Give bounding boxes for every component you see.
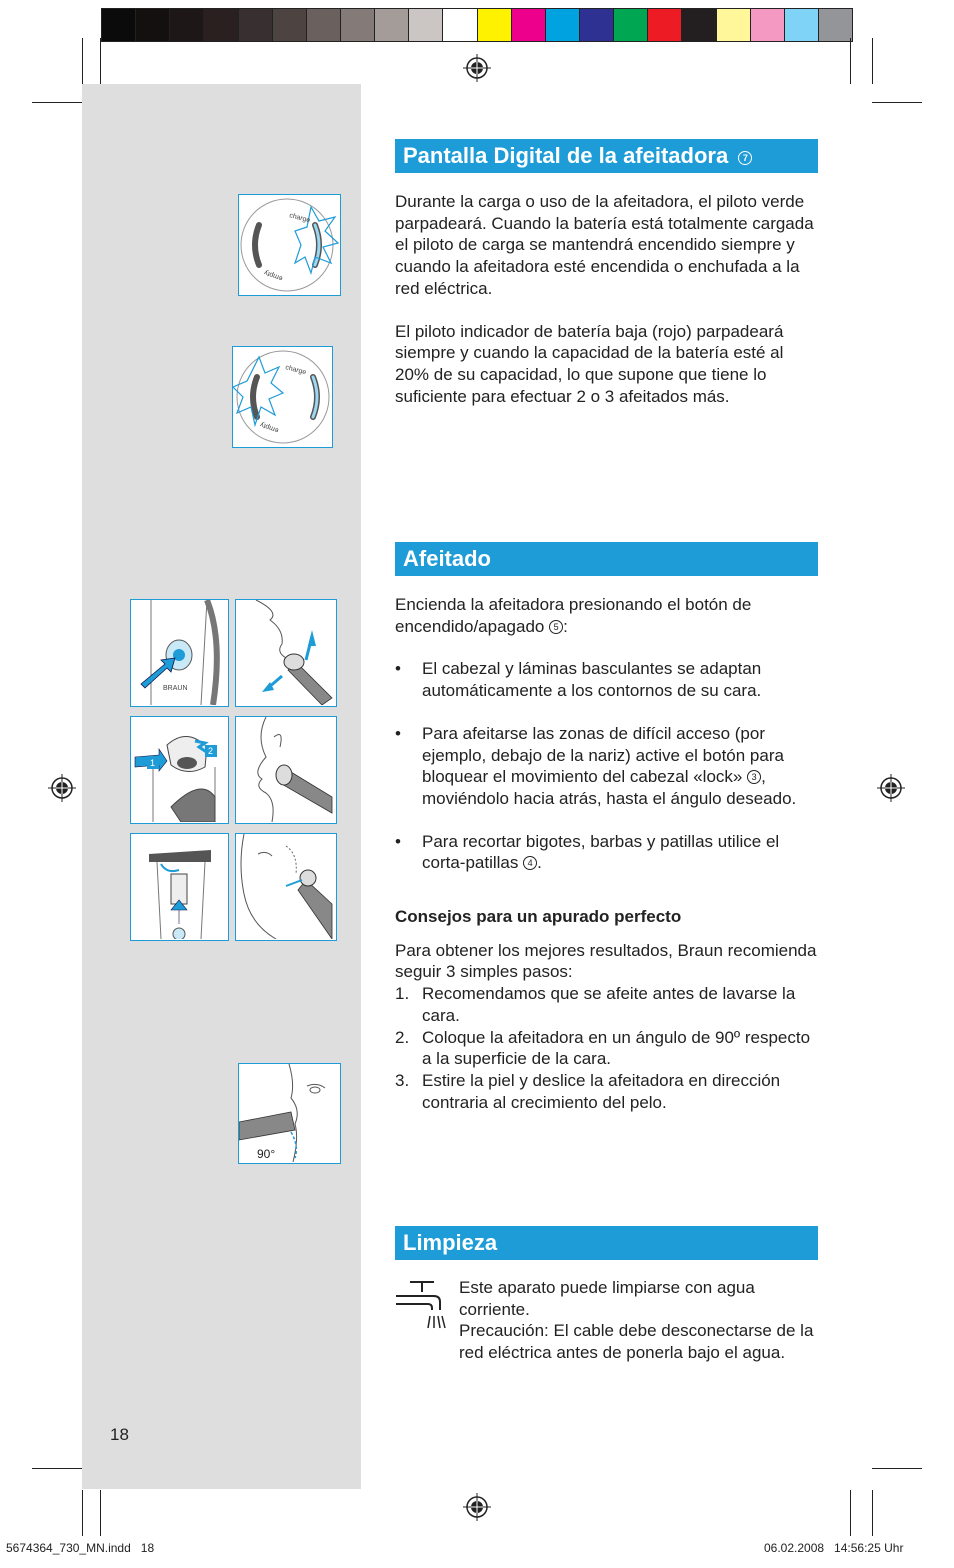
section-heading-cleaning	[395, 1226, 818, 1260]
step-text: Coloque la afeitadora en un ángulo de 90º respecto a la superficie de la cara.	[422, 1027, 811, 1069]
step-item	[395, 1070, 820, 1113]
color-swatch	[682, 9, 716, 41]
charge-label: charge	[284, 364, 307, 377]
color-swatch	[204, 9, 238, 41]
ref-number: 4	[523, 856, 537, 870]
crop-mark	[850, 1490, 851, 1536]
step-number: 3.	[395, 1070, 410, 1090]
step-one-label: 1	[150, 758, 156, 768]
paragraph: El piloto indicador de batería baja (rojo) parpadeará siempre y cuando la capacidad de la batería esté al 20% de su capacidad, lo que supone que tiene lo suficiente para efectuar 2 o 3 afeitados más.	[395, 321, 784, 406]
page-number: 18	[110, 1425, 129, 1444]
section-title: Limpieza	[403, 1230, 498, 1255]
crop-mark	[100, 38, 101, 84]
printer-color-bar	[101, 8, 853, 42]
sideburn-trim-illustration	[235, 833, 337, 941]
color-swatch	[102, 9, 136, 41]
color-swatch	[717, 9, 751, 41]
section-heading-shaving	[395, 542, 818, 576]
crop-mark	[32, 102, 82, 103]
color-swatch	[614, 9, 648, 41]
section-title: Pantalla Digital de la afeitadora	[403, 143, 729, 168]
bullet-item: • El cabezal y láminas basculantes se adaptan automáticamente a los contornos de su cara.	[395, 659, 762, 701]
display-body	[395, 191, 820, 407]
crop-mark	[872, 102, 922, 103]
shaving-face-illustration	[235, 599, 337, 707]
angle-90-illustration	[238, 1063, 341, 1164]
power-button-illustration	[130, 599, 229, 707]
paragraph: Encienda la afeitadora presionando el botón de encendido/apagado 5 :	[395, 595, 752, 636]
charge-label: charge	[288, 212, 311, 225]
color-swatch	[580, 9, 614, 41]
color-swatch	[751, 9, 785, 41]
crop-mark	[850, 38, 851, 84]
charge-display-illustration	[238, 194, 341, 296]
lock-head-illustration	[130, 716, 229, 824]
step-number: 2.	[395, 1027, 410, 1047]
ref-number: 7	[738, 151, 752, 165]
color-swatch	[239, 9, 273, 41]
color-swatch	[443, 9, 477, 41]
color-swatch	[512, 9, 546, 41]
step-two-label: 2	[208, 746, 214, 756]
step-text: Estire la piel y deslice la afeitadora en dirección contraria al crecimiento del pelo.	[422, 1070, 781, 1112]
crop-mark	[872, 1490, 873, 1536]
paragraph: Precaución: El cable debe desconectarse de la red eléctrica antes de ponerla bajo el agua.	[459, 1321, 814, 1363]
step-item	[395, 1027, 820, 1070]
ref-number: 3	[747, 770, 761, 784]
crop-mark	[872, 38, 873, 84]
trimmer-illustration	[130, 833, 229, 941]
bullet-item: • Para recortar bigotes, barbas y patillas utilice el corta-patillas 4 .	[395, 831, 780, 873]
under-nose-illustration	[235, 716, 337, 824]
registration-mark-icon	[463, 1493, 491, 1521]
color-swatch	[478, 9, 512, 41]
ref-number: 5	[549, 620, 563, 634]
tips-steps-list	[395, 983, 820, 1113]
cleaning-body	[459, 1277, 821, 1364]
color-swatch	[648, 9, 682, 41]
color-swatch	[307, 9, 341, 41]
paragraph: Este aparato puede limpiarse con agua corriente.	[459, 1278, 755, 1319]
crop-mark	[872, 1468, 922, 1469]
registration-mark-icon	[463, 54, 491, 82]
empty-label: empty	[259, 420, 280, 434]
crop-mark	[100, 1490, 101, 1536]
section-title: Afeitado	[403, 546, 491, 571]
color-swatch	[785, 9, 819, 41]
brand-label: BRAUN	[163, 685, 188, 692]
angle-label: 90°	[257, 1147, 276, 1161]
color-swatch	[375, 9, 409, 41]
crop-mark	[32, 1468, 82, 1469]
bullet-item: • Para afeitarse las zonas de difícil acceso (por ejemplo, debajo de la nariz) active el botón para bloquear el movimiento del cabezal «lock» 3 , moviéndolo hacia atrás, hasta el ángulo deseado.	[395, 723, 797, 808]
paragraph: Durante la carga o uso de la afeitadora, el piloto verde parpadeará. Cuando la batería está totalmente cargada el piloto de carga se mantendrá encendido siempre y cuando la afeitadora esté encendida o enchufada a la red eléctrica.	[395, 192, 814, 298]
color-swatch	[341, 9, 375, 41]
step-item	[395, 983, 820, 1026]
section-heading-display	[395, 139, 818, 173]
empty-label: empty	[263, 268, 284, 282]
crop-mark	[82, 38, 83, 84]
step-text: Recomendamos que se afeite antes de lavarse la cara.	[422, 984, 796, 1025]
color-swatch	[546, 9, 580, 41]
color-swatch	[136, 9, 170, 41]
color-swatch	[819, 9, 852, 41]
step-number: 1.	[395, 984, 410, 1004]
registration-mark-icon	[48, 774, 76, 802]
color-swatch	[273, 9, 307, 41]
tips-intro: Para obtener los mejores resultados, Braun recomienda seguir 3 simples pasos:	[395, 940, 817, 982]
color-swatch	[409, 9, 443, 41]
tips-title: Consejos para un apurado perfecto	[395, 907, 682, 927]
footer-file: 5674364_730_MN.indd 18	[6, 1541, 155, 1555]
water-tap-icon	[394, 1278, 446, 1330]
color-swatch	[170, 9, 204, 41]
crop-mark	[82, 1490, 83, 1536]
footer-timestamp: 06.02.2008 14:56:25 Uhr	[764, 1541, 904, 1555]
low-battery-display-illustration	[232, 346, 333, 448]
shaving-body	[395, 594, 820, 1113]
registration-mark-icon	[877, 774, 905, 802]
